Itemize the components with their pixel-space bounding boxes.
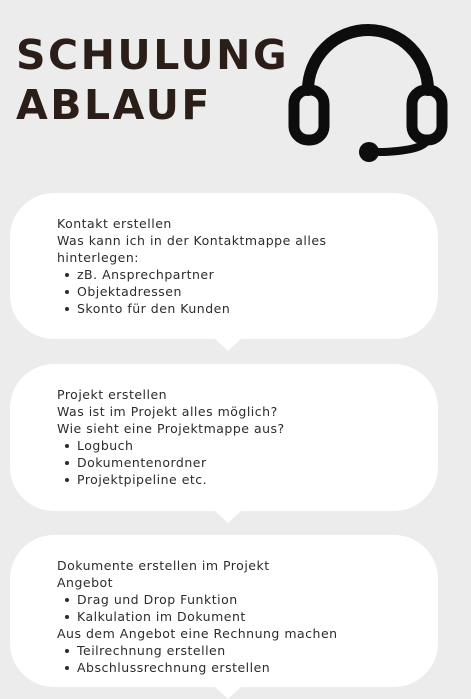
title-line-1: SCHULUNG — [16, 31, 290, 79]
section-subheading-2: Aus dem Angebot eine Rechnung machen — [57, 626, 338, 641]
page-title — [16, 30, 289, 130]
list-item: Skonto für den Kunden — [57, 300, 438, 317]
list-item: Abschlussrechnung erstellen — [57, 659, 438, 676]
list-item: Projektpipeline etc. — [57, 471, 438, 488]
section-question-cont: hinterlegen: — [57, 250, 139, 265]
section-heading: Kontakt erstellen — [57, 216, 172, 231]
list-item: Kalkulation im Dokument — [57, 608, 438, 625]
headset-icon — [288, 16, 448, 166]
list-item: Dokumentenordner — [57, 454, 438, 471]
section-question: Was kann ich in der Kontaktmappe alles — [57, 233, 327, 248]
list-item: Logbuch — [57, 437, 438, 454]
list-item: Objektadressen — [57, 283, 438, 300]
section-heading: Dokumente erstellen im Projekt — [57, 558, 270, 573]
section-projekt — [10, 364, 438, 511]
section-subheading: Angebot — [57, 575, 114, 590]
bullet-list — [57, 591, 438, 625]
section-question: Was ist im Projekt alles möglich? — [57, 404, 278, 419]
section-dokumente — [10, 535, 438, 687]
section-heading: Projekt erstellen — [57, 387, 168, 402]
list-item: zB. Ansprechpartner — [57, 266, 438, 283]
bullet-list — [57, 642, 438, 676]
title-line-2: ABLAUF — [16, 81, 212, 129]
bullet-list — [57, 437, 438, 488]
list-item: Drag und Drop Funktion — [57, 591, 438, 608]
section-kontakt — [10, 193, 438, 339]
list-item: Teilrechnung erstellen — [57, 642, 438, 659]
bullet-list — [57, 266, 438, 317]
section-question-2: Wie sieht eine Projektmappe aus? — [57, 421, 285, 436]
